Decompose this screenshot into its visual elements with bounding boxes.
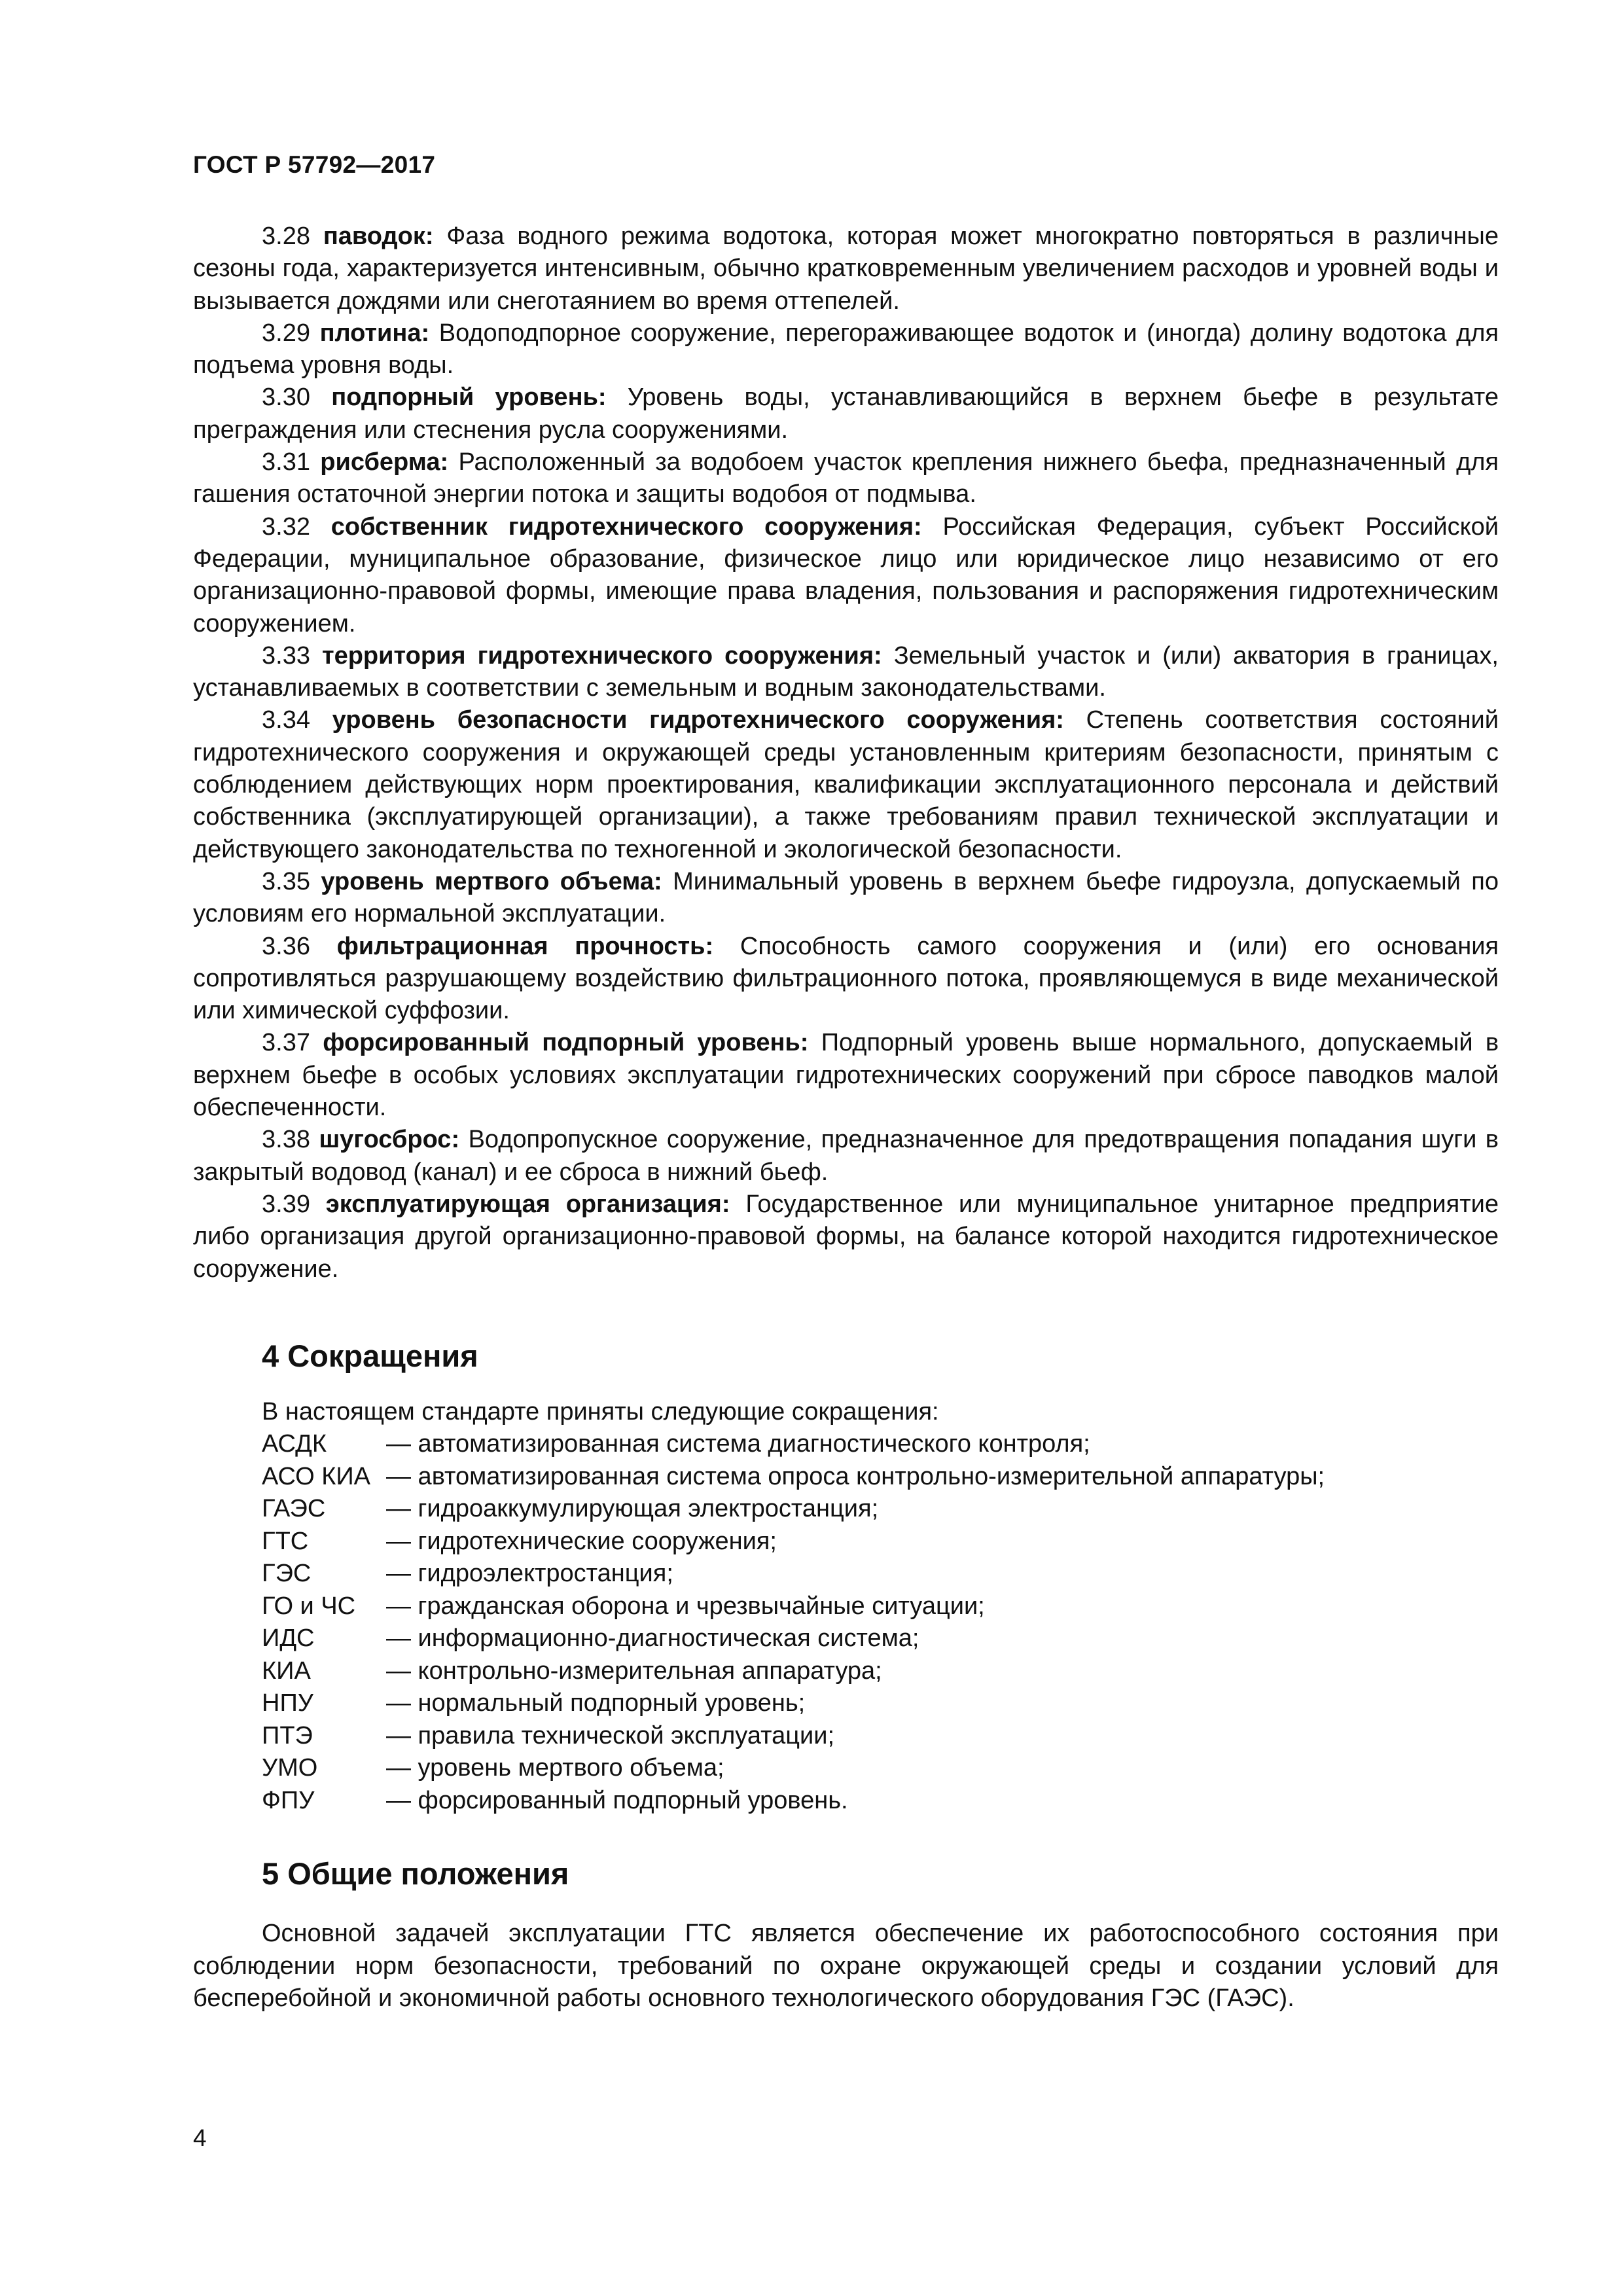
term-definition: Земельный участок и (или) акватория в границах, устанавливаемых в соответствии с земельным и водным законодательствами.: [193, 641, 1499, 702]
term-number: 3.37: [262, 1029, 310, 1057]
abbreviation-definition: — контрольно-измерительная аппаратура;: [386, 1657, 882, 1685]
abbreviation-term: НПУ: [262, 1689, 313, 1717]
term-name: уровень мертвого объема:: [321, 867, 662, 895]
term-name: подпорный уровень:: [331, 384, 607, 412]
abbreviations-intro: В настоящем стандарте приняты следующие сокращения:: [262, 1398, 939, 1426]
abbreviation-term: ФПУ: [262, 1786, 315, 1814]
abbreviation-term: КИА: [262, 1657, 311, 1685]
term-entry: [193, 1124, 1499, 1189]
term-definition: Уровень воды, устанавливающийся в верхнем бьефе в результате преграждения или стеснения русла сооружениями.: [193, 384, 1499, 444]
abbreviation-term: АСО КИА: [262, 1462, 371, 1490]
abbreviation-definition: — нормальный подпорный уровень;: [386, 1689, 806, 1717]
term-number: 3.28: [262, 223, 310, 250]
abbreviation-term: ГО и ЧС: [262, 1592, 356, 1620]
section-5-title: 5 Общие положения: [262, 1856, 569, 1891]
page-number: 4: [193, 2125, 207, 2151]
abbreviation-term: АСДК: [262, 1430, 327, 1458]
term-number: 3.36: [262, 932, 310, 960]
term-entry: [193, 221, 1499, 317]
term-definition: Подпорный уровень выше нормального, допускаемый в верхнем бьефе в особых условиях эксплуатации гидротехнических сооружений при сбросе паводков малой обеспеченности.: [193, 1029, 1499, 1122]
abbreviation-definition: — автоматизированная система опроса контрольно-измерительной аппаратуры;: [386, 1462, 1325, 1490]
term-number: 3.32: [262, 512, 310, 541]
terms-list: [193, 221, 1499, 1285]
term-name: форсированный подпорный уровень:: [323, 1029, 809, 1057]
abbreviation-term: ИДС: [262, 1624, 315, 1652]
abbreviation-term: ПТЭ: [262, 1721, 313, 1749]
abbreviation-row: [262, 1558, 1325, 1590]
abbreviation-row: [262, 1590, 1325, 1623]
abbreviation-row: [262, 1623, 1325, 1655]
term-definition: Способность самого сооружения и (или) его основания сопротивляться разрушающему воздействию фильтрационного потока, проявляющемуся в виде механической или химической суффозии.: [193, 932, 1499, 1025]
term-name: уровень безопасности гидротехнического сооружения:: [332, 706, 1064, 734]
abbreviation-definition: — гражданская оборона и чрезвычайные ситуации;: [386, 1592, 985, 1620]
abbreviation-term: ГАЭС: [262, 1495, 326, 1522]
term-entry: [193, 317, 1499, 382]
term-name: рисберма:: [320, 448, 449, 476]
term-number: 3.29: [262, 319, 310, 347]
term-name: фильтрационная прочность:: [336, 932, 714, 960]
term-number: 3.31: [262, 448, 310, 476]
abbreviations-list: [262, 1428, 1325, 1817]
term-entry: [193, 1189, 1499, 1285]
abbreviation-definition: — гидротехнические сооружения;: [386, 1527, 777, 1555]
abbreviation-term: УМО: [262, 1754, 318, 1782]
term-entry: [193, 704, 1499, 865]
abbreviation-row: [262, 1655, 1325, 1688]
term-number: 3.30: [262, 384, 310, 412]
term-definition: Расположенный за водобоем участок крепления нижнего бьефа, предназначенный для гашения остаточной энергии потока и защиты водобоя от подмыва.: [193, 448, 1499, 509]
term-entry: [193, 382, 1499, 446]
term-name: собственник гидротехнического сооружения:: [330, 512, 922, 541]
abbreviation-row: [262, 1785, 1325, 1818]
term-entry: [193, 866, 1499, 931]
term-definition: Степень соответствия состояний гидротехнического сооружения и окружающей среды установленным критериям безопасности, принятым с соблюдением действующих норм проектирования, квалификации эксплуатационного персонала и действий собственника (эксплуатирующей организации), а также требованиям правил технической эксплуатации и действующего законодательства по техногенной и экологической безопасности.: [193, 706, 1499, 863]
abbreviation-definition: — уровень мертвого объема;: [386, 1754, 724, 1782]
abbreviation-term: ГЭС: [262, 1560, 312, 1587]
term-number: 3.38: [262, 1126, 310, 1154]
abbreviation-definition: — гидроэлектростанция;: [386, 1560, 673, 1587]
abbreviation-row: [262, 1752, 1325, 1785]
abbreviation-row: [262, 1720, 1325, 1753]
abbreviation-term: ГТС: [262, 1527, 309, 1555]
document-header: ГОСТ Р 57792—2017: [193, 151, 436, 178]
term-entry: [193, 511, 1499, 640]
abbreviation-definition: — форсированный подпорный уровень.: [386, 1786, 848, 1814]
term-number: 3.35: [262, 867, 310, 895]
term-entry: [193, 931, 1499, 1028]
term-name: шугосброс:: [319, 1126, 460, 1154]
abbreviation-row: [262, 1428, 1325, 1461]
term-number: 3.33: [262, 641, 310, 670]
abbreviation-definition: — правила технической эксплуатации;: [386, 1721, 835, 1749]
abbreviation-row: [262, 1493, 1325, 1526]
term-definition: Фаза водного режима водотока, которая может многократно повторяться в различные сезоны года, характеризуется интенсивным, обычно кратковременным увеличением расходов и уровней воды и вызывается дождями или снеготаянием во время оттепелей.: [193, 223, 1499, 315]
term-entry: [193, 446, 1499, 511]
term-entry: [193, 1027, 1499, 1124]
abbreviation-row: [262, 1687, 1325, 1720]
abbreviation-definition: — гидроаккумулирующая электростанция;: [386, 1495, 879, 1522]
section-4-title: 4 Сокращения: [262, 1338, 478, 1373]
term-name: плотина:: [319, 319, 430, 347]
term-definition: Государственное или муниципальное унитарное предприятие либо организация другой организационно-правовой формы, на балансе которой находится гидротехническое сооружение.: [193, 1190, 1499, 1283]
term-name: паводок:: [323, 223, 434, 250]
term-definition: Минимальный уровень в верхнем бьефе гидроузла, допускаемый по условиям его нормальной эксплуатации.: [193, 867, 1499, 928]
term-definition: Российская Федерация, субъект Российской Федерации, муниципальное образование, физическое лицо или юридическое лицо независимо от его организационно-правовой формы, имеющие права владения, пользования и распоряжения гидротехническим сооружением.: [193, 512, 1499, 637]
abbreviation-row: [262, 1526, 1325, 1558]
term-name: территория гидротехнического сооружения:: [321, 641, 882, 670]
term-name: эксплуатирующая организация:: [325, 1190, 730, 1218]
abbreviation-row: [262, 1461, 1325, 1494]
section-5-paragraph: Основной задачей эксплуатации ГТС является обеспечение их работоспособного состояния при соблюдении норм безопасности, требований по охране окружающей среды и создании условий для бесперебойной и экономичной работы основного технологического оборудования ГЭС (ГАЭС).: [193, 1920, 1499, 2012]
abbreviation-definition: — информационно-диагностическая система;: [386, 1624, 919, 1652]
abbreviation-definition: — автоматизированная система диагностического контроля;: [386, 1430, 1090, 1458]
term-number: 3.39: [262, 1190, 310, 1218]
term-definition: Водопропускное сооружение, предназначенное для предотвращения попадания шуги в закрытый водовод (канал) и ее сброса в нижний бьеф.: [193, 1126, 1499, 1186]
term-number: 3.34: [262, 706, 310, 734]
term-definition: Водоподпорное сооружение, перегораживающее водоток и (иногда) долину водотока для подъема уровня воды.: [193, 319, 1499, 380]
term-entry: [193, 640, 1499, 705]
